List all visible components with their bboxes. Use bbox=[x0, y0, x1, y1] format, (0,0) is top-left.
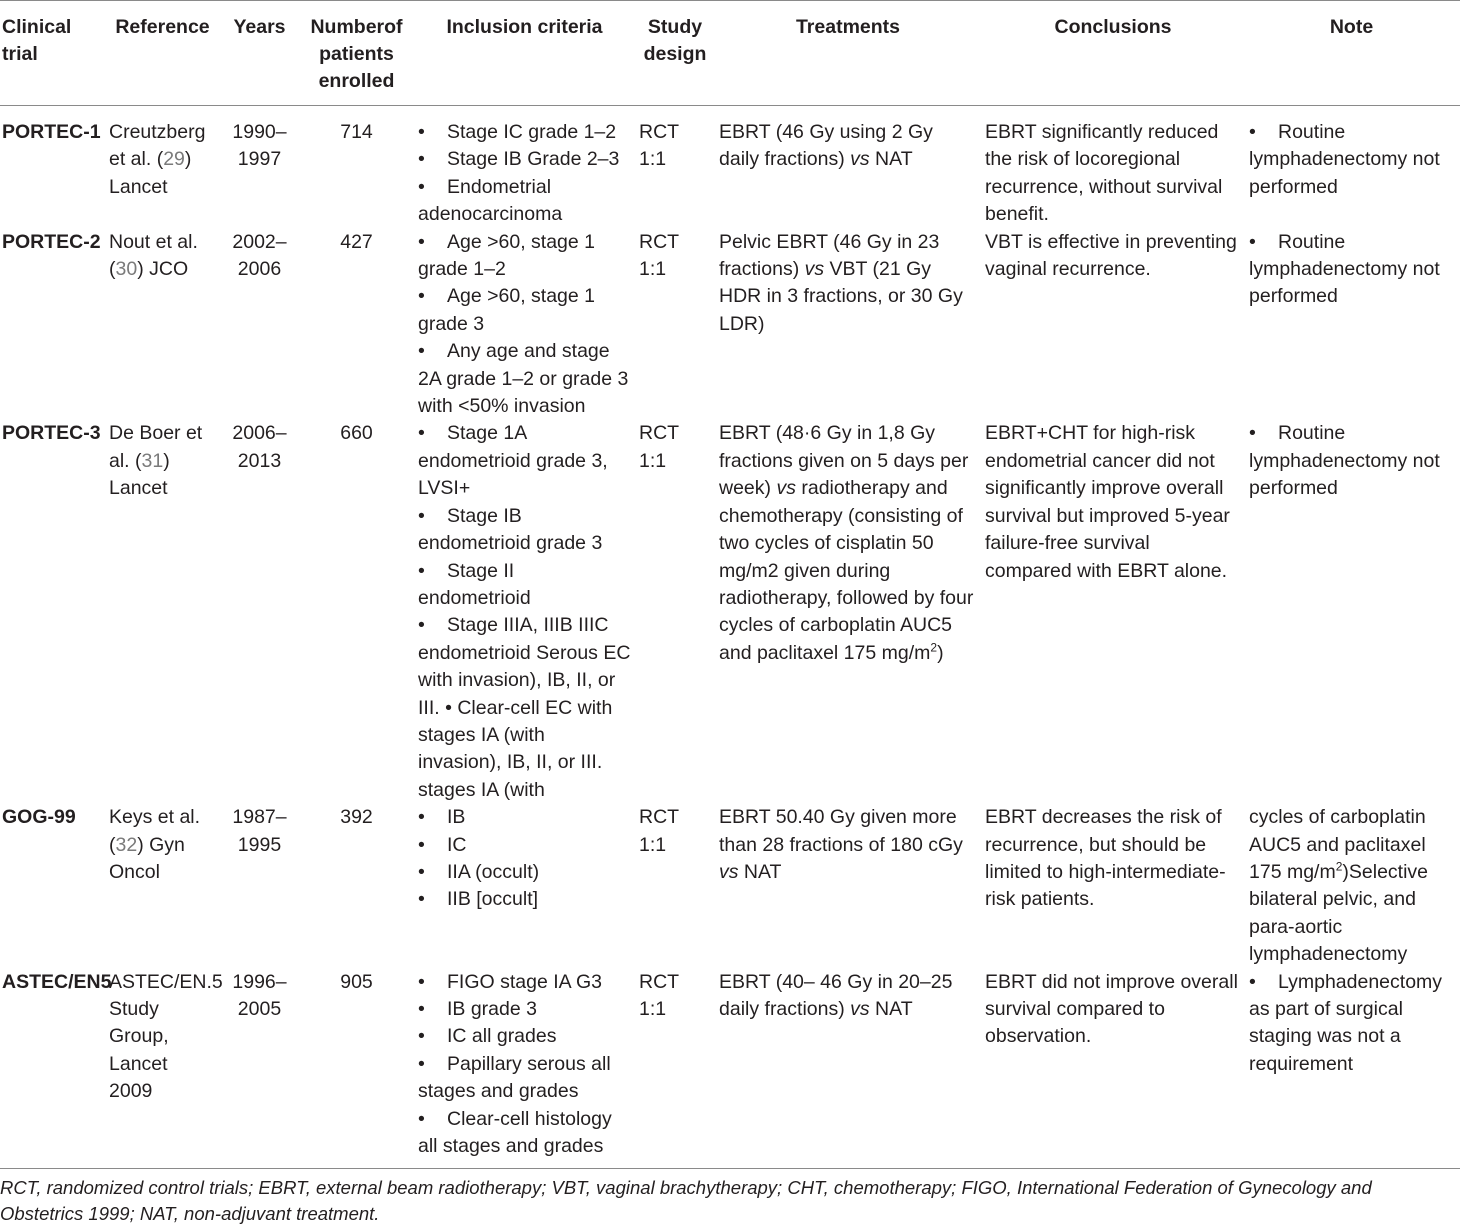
inclusion-item: • IIB [occult] bbox=[418, 886, 631, 913]
inclusion-item: • Stage IIIA, IIIB IIIC endometrioid Serous EC with invasion), IB, II, or III. • Clear-cell EC with stages IA (with invasion), IB, II, or III. stages IA (with bbox=[418, 614, 636, 801]
reference-link[interactable]: 32 bbox=[115, 833, 138, 856]
inclusion-item: • Papillary serous all stages and grades bbox=[418, 1052, 617, 1103]
header-inclusion: Inclusion criteria bbox=[416, 1, 637, 106]
conclusions: VBT is effective in preventing vaginal recurrence. bbox=[985, 230, 1237, 281]
study-design: RCT 1:1 bbox=[639, 806, 679, 856]
header-study-design: Study design bbox=[637, 1, 717, 106]
patients-enrolled: 905 bbox=[301, 969, 416, 1169]
trial-name: ASTEC/EN5 bbox=[0, 969, 107, 1169]
patients-enrolled: 660 bbox=[340, 422, 373, 445]
inclusion-item: • Age >60, stage 1 grade 3 bbox=[418, 285, 601, 335]
study-design: RCT 1:1 bbox=[639, 121, 679, 171]
table-row bbox=[0, 804, 1460, 968]
years: 1987–1995 bbox=[232, 806, 287, 856]
inclusion-item: • Stage II endometrioid bbox=[418, 559, 531, 609]
trial-name: PORTEC-2 bbox=[2, 230, 101, 253]
header-row bbox=[0, 1, 1460, 106]
header-note: Note bbox=[1247, 1, 1460, 106]
inclusion-item: • Any age and stage 2A grade 1–2 or grade 3 with <50% invasion bbox=[418, 340, 634, 418]
bullet-icon: • bbox=[418, 614, 425, 637]
reference bbox=[107, 106, 222, 229]
note: cycles of carboplatin AUC5 and paclitaxel 175 $mg/m^2)Selective$ bilateral pelvic, and para-aortic lymphadenectomy bbox=[1249, 806, 1429, 966]
study-design: RCT 1:1 bbox=[639, 422, 679, 472]
treatments: EBRT (40– 46 Gy in 20–25 daily fractions) vs NAT bbox=[717, 969, 983, 1169]
header-clinical-trial: Clinical trial bbox=[0, 1, 107, 106]
bullet-icon: • bbox=[418, 148, 425, 171]
inclusion-item: • Stage 1A endometrioid grade 3, LVSI+ bbox=[418, 422, 614, 500]
treatments-text: EBRT (48·6 Gy in 1,8 Gy fractions given on 5 days per week) vs radiotherapy and chemotherapy (consisting of two cycles of cisplatin 50 mg/m2 given during bbox=[719, 422, 969, 582]
bullet-icon: • bbox=[418, 559, 425, 582]
table-row bbox=[0, 229, 1460, 421]
study-design: RCT 1:1 bbox=[637, 969, 717, 1169]
bullet-icon: • bbox=[418, 998, 425, 1020]
header-conclusions: Conclusions bbox=[983, 1, 1247, 106]
bullet-icon: • bbox=[418, 1107, 425, 1130]
reference-link[interactable]: 30 bbox=[115, 258, 138, 281]
years: 2002–2006 bbox=[232, 230, 287, 281]
header-years: Years bbox=[222, 1, 301, 106]
bullet-icon: • bbox=[418, 422, 425, 445]
bullet-icon: • bbox=[418, 806, 425, 829]
bullet-icon: • bbox=[418, 1025, 425, 1048]
bullet-icon: • bbox=[418, 1052, 425, 1075]
treatments bbox=[717, 420, 983, 804]
bullet-icon: • bbox=[418, 833, 425, 856]
reference-text: ) Lancet bbox=[109, 148, 192, 198]
study-design: RCT 1:1 bbox=[639, 230, 679, 281]
note: • Routine lymphadenectomy not performed bbox=[1249, 121, 1440, 198]
inclusion-item: • Stage IB Grade 2–3 bbox=[418, 146, 631, 173]
bullet-icon: • bbox=[418, 285, 425, 308]
note: • Lymphadenectomy as part of surgical staging was not a requirement bbox=[1247, 969, 1460, 1169]
bullet-icon: • bbox=[1249, 970, 1256, 993]
years: 1990–1997 bbox=[232, 121, 287, 171]
treatments: EBRT (46 Gy using 2 Gy daily fractions) vs NAT bbox=[719, 121, 933, 171]
inclusion-item: • IB bbox=[418, 804, 631, 831]
inclusion-item: • Endometrial adenocarcinoma bbox=[418, 175, 563, 226]
conclusions: EBRT+CHT for high-risk endometrial cancer did not significantly improve overall survival but improved 5-year failure-free survival compared with EBRT alone. bbox=[985, 422, 1230, 582]
treatments: Pelvic EBRT (46 Gy in 23 fractions) vs VBT (21 Gy HDR in 3 fractions, or 30 Gy LDR) bbox=[719, 230, 963, 335]
inclusion-item: • Age >60, stage 1 grade 1–2 bbox=[418, 230, 601, 281]
inclusion-criteria bbox=[416, 106, 637, 229]
table-row bbox=[0, 106, 1460, 229]
trial-name: PORTEC-1 bbox=[2, 121, 101, 143]
inclusion-item: • IIA (occult) bbox=[418, 859, 631, 886]
conclusions: EBRT did not improve overall survival compared to observation. bbox=[983, 969, 1247, 1169]
reference-link[interactable]: 31 bbox=[141, 449, 164, 472]
trial-name: GOG-99 bbox=[2, 806, 76, 829]
inclusion-item: • Stage IB endometrioid grade 3 bbox=[418, 504, 603, 555]
bullet-icon: • bbox=[418, 970, 425, 993]
reference-text: Creutzberg et al. ( bbox=[109, 121, 206, 171]
bullet-icon: • bbox=[418, 340, 425, 363]
conclusions: EBRT significantly reduced the risk of locoregional recurrence, without survival benefit. bbox=[985, 121, 1223, 226]
reference-text: ) Gyn Oncol bbox=[109, 833, 185, 883]
patients-enrolled: 427 bbox=[340, 230, 373, 253]
inclusion-item: • Clear-cell histology all stages and grades bbox=[418, 1107, 618, 1158]
bullet-icon: • bbox=[418, 175, 425, 198]
patients-enrolled: 714 bbox=[340, 121, 373, 143]
reference-text: De Boer et al. ( bbox=[109, 422, 203, 472]
years: 2006–2013 bbox=[232, 422, 287, 472]
reference-text: Nout et al. ( bbox=[109, 230, 198, 281]
bullet-icon: • bbox=[1249, 422, 1256, 445]
inclusion-item: • FIGO stage IA G3 bbox=[418, 969, 631, 996]
inclusion-item: • IB grade 3 bbox=[418, 996, 631, 1023]
header-patients: Numberof patients enrolled bbox=[301, 1, 416, 106]
bullet-icon: • bbox=[1249, 121, 1256, 143]
bullet-icon: • bbox=[418, 888, 425, 911]
treatments: EBRT 50.40 Gy given more than 28 fractions of 180 cGy vs NAT bbox=[719, 806, 963, 883]
conclusions: EBRT decreases the risk of recurrence, but should be limited to high-intermediate-risk patients. bbox=[985, 806, 1226, 911]
note: • Routine lymphadenectomy not performed bbox=[1249, 230, 1440, 308]
reference-link[interactable]: 29 bbox=[163, 148, 185, 171]
table-row bbox=[0, 969, 1460, 1169]
reference-text: ) JCO bbox=[137, 258, 189, 281]
reference bbox=[107, 420, 222, 804]
bullet-icon: • bbox=[418, 121, 425, 143]
note: • Routine lymphadenectomy not performed bbox=[1249, 422, 1440, 500]
header-treatments: Treatments bbox=[717, 1, 983, 106]
inclusion-criteria bbox=[416, 969, 637, 1169]
inclusion-item: • IC all grades bbox=[418, 1023, 631, 1050]
header-reference: Reference bbox=[107, 1, 222, 106]
inclusion-criteria bbox=[416, 420, 637, 804]
bullet-icon: • bbox=[1249, 230, 1256, 253]
inclusion-item: • Stage IC grade 1–2 bbox=[418, 119, 631, 146]
reference bbox=[107, 229, 222, 421]
inclusion-item: • IC bbox=[418, 832, 631, 859]
inclusion-criteria bbox=[416, 229, 637, 421]
reference bbox=[107, 804, 222, 968]
patients-enrolled: 392 bbox=[340, 806, 373, 829]
years: 1996–2005 bbox=[222, 969, 301, 1169]
treatments-text-continued: radiotherapy, followed by four cycles of carboplatin AUC5 and paclitaxel 175 $mg/m^2$) bbox=[719, 586, 974, 664]
bullet-icon: • bbox=[418, 504, 425, 527]
trial-name: PORTEC-3 bbox=[2, 422, 101, 445]
bullet-icon: • bbox=[418, 230, 425, 253]
bullet-icon: • bbox=[418, 860, 425, 883]
reference: ASTEC/EN.5 Study Group, Lancet 2009 bbox=[107, 969, 222, 1169]
table-row bbox=[0, 420, 1460, 804]
table-footnote: RCT, randomized control trials; EBRT, external beam radiotherapy; VBT, vaginal brachytherapy; CHT, chemotherapy; FIGO, International Federation of Gynecology and Obstetrics 1999; NAT, non-adjuvant treatment. bbox=[0, 1177, 1372, 1224]
reference-text: Keys et al. ( bbox=[109, 806, 201, 856]
inclusion-criteria bbox=[416, 804, 637, 968]
reference-text: ) Lancet bbox=[109, 449, 170, 500]
